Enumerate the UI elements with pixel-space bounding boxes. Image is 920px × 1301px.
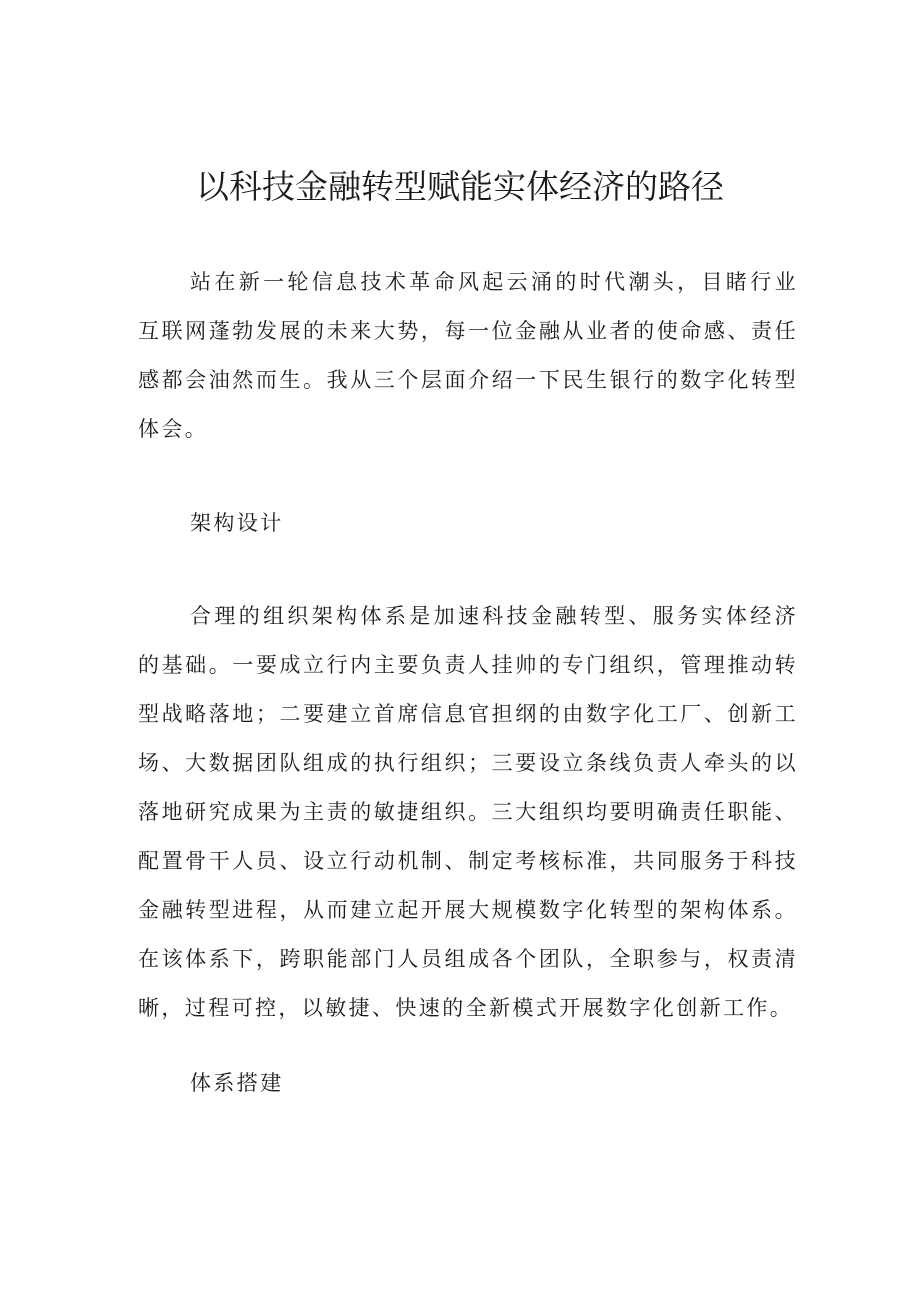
document-title: 以科技金融转型赋能实体经济的路径 <box>196 167 724 206</box>
paragraph-architecture: 合理的组织架构体系是加速科技金融转型、服务实体经济的基础。一要成立行内主要负责人挂帅的专门组织，管理推动转型战略落地；二要建立首席信息官担纲的由数字化工厂、创新工场、大数据团队组成的执行组织；三要设立条线负责人牵头的以落地研究成果为主责的敏捷组织。三大组织均要明确责任职能、配置骨干人员、设立行动机制、制定考核标准，共同服务于科技金融转型进程，从而建立起开展大规模数字化转型的架构体系。在该体系下，跨职能部门人员组成各个团队，全职参与，权责清晰，过程可控，以敏捷、快速的全新模式开展数字化创新工作。 <box>138 604 798 1020</box>
paragraph-intro: 站在新一轮信息技术革命风起云涌的时代潮头，目睹行业互联网蓬勃发展的未来大势，每一位金融从业者的使命感、责任感都会油然而生。我从三个层面介绍一下民生银行的数字化转型体会。 <box>138 270 798 441</box>
section-heading-system: 体系搭建 <box>190 1071 284 1095</box>
section-heading-architecture: 架构设计 <box>190 511 284 535</box>
